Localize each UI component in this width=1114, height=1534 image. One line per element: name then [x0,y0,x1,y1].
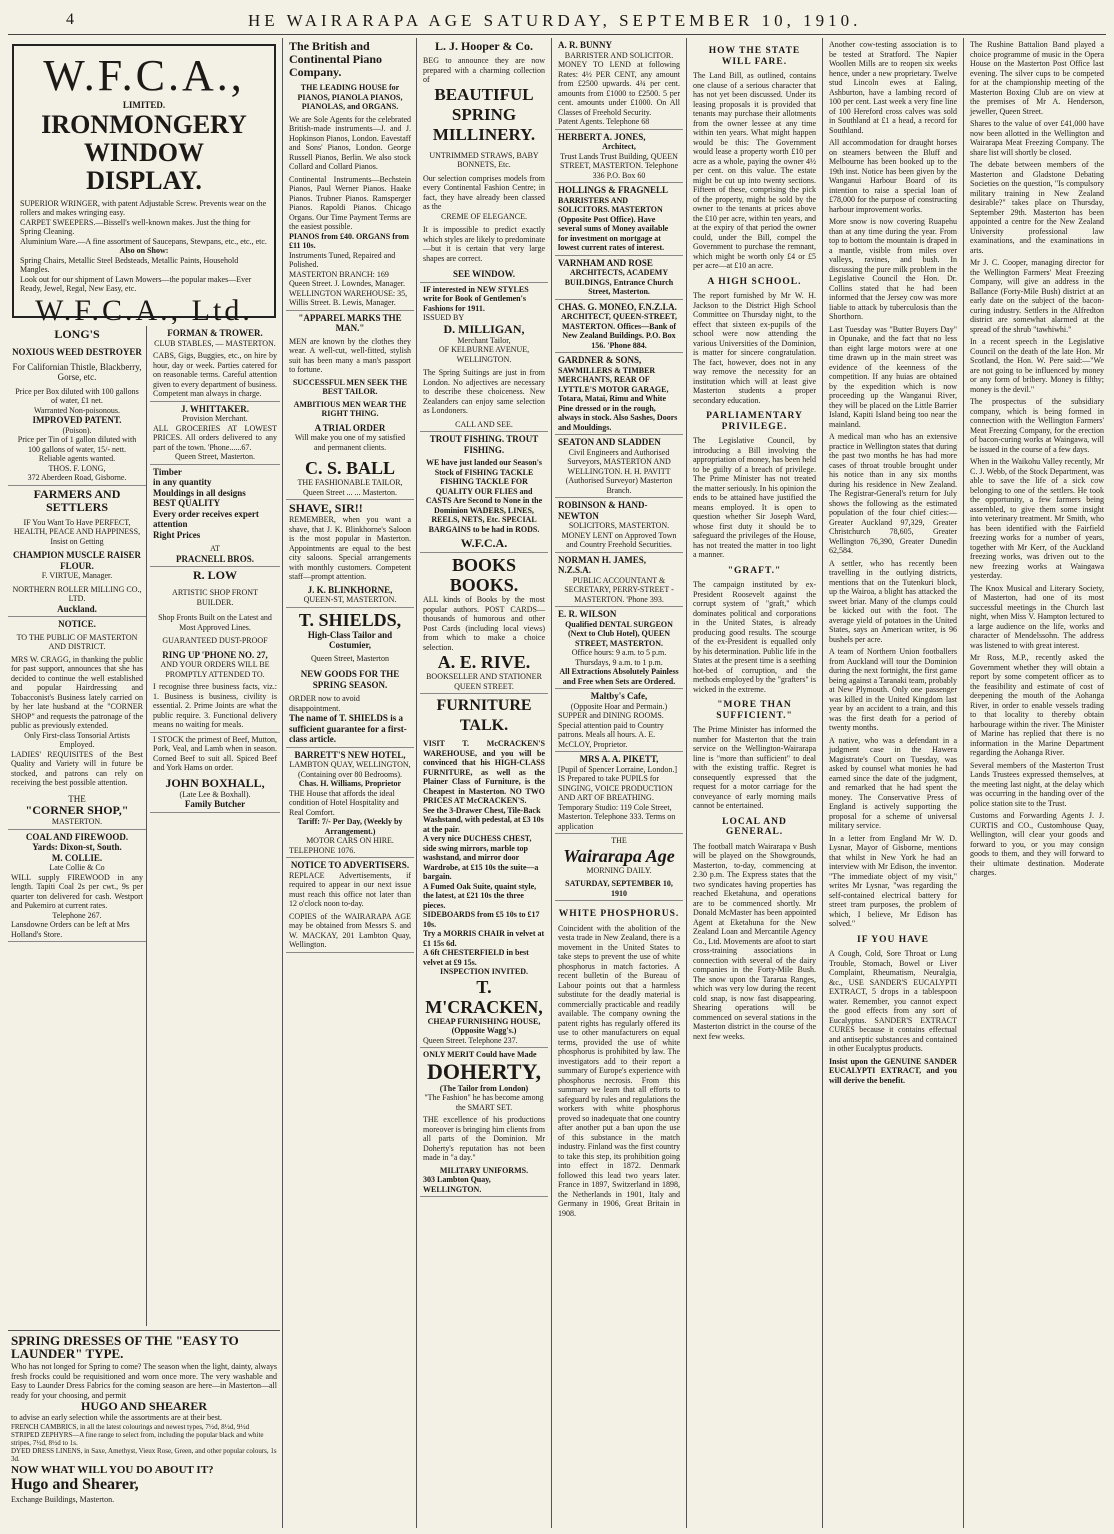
furn-item: Try a MORRIS CHAIR in velvet at £1 15s 6d. [423,929,545,948]
notice-to: TO THE PUBLIC OF MASTERTON AND DISTRICT. [16,632,138,651]
timber-line: Every order receives expert attention [153,508,259,529]
seaton-ad [555,435,683,498]
column-3 [286,38,414,1528]
notice-adv [286,858,414,953]
timber-at: AT [210,544,220,553]
farmers-ad [8,486,146,618]
news-items-7 [826,38,960,1090]
apparel-text: MEN are known by the clothes they wear. A well-cut, well-fitted, stylish suit has been many a man's passport to fortune. [289,336,411,374]
longs-price2: Price per Tin of 1 gallon diluted with 100 gallons of water, 15/- nett. [17,435,137,454]
longs-addr: 372 Aberdeen Road, Gisborne. [27,473,127,482]
cough-text: A Cough, Cold, Sore Throat or Lung Trouble, Stomach, Bowel or Liver Complaint, Rheumatism, Neuralgia, &c., USE SANDER'S EUCALYPTI EXTRACT, 5 drops in a tablespoon water. Remember, you cannot expect the good effects from any sort of Eucalyptus. SANDER'S EXTRACT CURES because it contains effectual and antiseptic substances and contained in other Eucalyptus products. [829,949,957,1053]
furn-item: A Fumed Oak Suite, quaint style, the latest, at £21 10s the three pieces. [423,881,537,910]
hooper-text: BEG to announce they are now prepared with a charming collection of [423,56,545,84]
column-rule [282,38,283,1528]
farmers-text: IF You Want To Have PERFECT, HEALTH, PEACE AND HAPPINESS, Insist on Getting [13,517,141,546]
milligan-name: D. MILLIGAN, [443,321,525,336]
robinson-name: ROBINSON & HAND-NEWTON [558,500,648,521]
page-number: 4 [66,11,74,28]
news-paragraph: A medical man who has an extensive practice in Wellington states that during the past two months he has had more cases of throat trouble brought under his notice than in any six months during his residence in New Zealand. The Registrar-General's return for July shows the following as the estimated population of the four chief cities:—Greater Auckland 97,329, Greater Christchurch 78,605, Greater Wellington 76,390, Greater Dunedin 62,584. [829,432,957,555]
low-text1: Shop Fronts Built on the Latest and Most Approved Lines. [158,613,272,632]
piano-title: The British and Continental Piano Company. [289,39,383,79]
farmers-flour: CHAMPION MUSCLE RAISER FLOUR. [12,550,141,571]
priv-text: The Legislative Council, by introducing a Bill involving the appropriation of money, has been held to be guilty of a breach of privilege. The Prime Minister has not treated the matter seriously. In his opinion the ends to be attained have justified the means employed. It is open to question whether Sir Joseph Ward, whose first duty it should be to safeguard the privileges of the House, has not treated the matter in too light a manner. [693,436,816,559]
pikett-text: [Pupil of Spencer Lorraine, London.] IS Prepared to take PUPILS for SINGING, VOICE PRODUCTION AND ART OF BREATHING. Temporary Studio: 119 Cole Street, Masterton. Telephone 333. Terms on application [558,764,678,831]
barrett-tariff: Tariff: 7/- Per Day, (Weekly by Arrangement.) [297,817,403,836]
doherty-addr: 303 Lambton Quay, WELLINGTON. [423,1175,491,1194]
news-paragraph: The prospectus of the subsidiary company, which is being formed in connection with the Wellington Farmers' Meat Freezing Company, for the erection of bacon-curing works at Waingawa, will be issued in the course of a few days. [970,397,1104,454]
boxhall-text: I STOCK the primest of Beef, Mutton, Pork, Veal, and Lamb when in season. Corned Beef to suit all. Spiced Beef and York Hams on order. [153,734,277,772]
gardner-name: GARDNER & SONS, [558,355,642,365]
whittaker-sub: Provision Merchant. [182,414,248,423]
moneo-text: ARCHITECT, QUEEN-STREET, MASTERTON. Offices—Bank of New Zealand Buildings. P.O. Box 156. 'Phone 884. [561,312,677,350]
column-6 [690,38,819,1528]
hooper-text2: It is impossible to predict exactly which styles are likely to predominate—but it is certain that very large shapes are correct. [423,225,545,263]
notice-ladies: LADIES' REQUISITES of the Best Quality and Variety will in future be stocked, and patrons can rely on receiving the best possible attention. [11,749,143,787]
farmers-mgr: F. VIRTUE, Manager. [41,571,113,580]
age-daily: MORNING DAILY. [586,865,652,875]
doherty-merit: ONLY MERIT Could have Made [423,1050,537,1059]
notice-title: NOTICE. [58,619,96,629]
whittaker-ad [150,402,280,465]
doherty-ad [420,1048,548,1197]
maltby-title: Maltby's Cafe, [590,691,648,701]
books-title: BOOKS BOOKS. [449,555,519,595]
timber-name: PRACNELL BROS. [175,553,255,564]
milligan-issued: ISSUED BY [423,313,465,322]
page-header [8,4,1106,35]
furn-text: VISIT T. McCRACKEN'S WAREHOUSE, and you will be convinced that his HIGH-CLASS FURNITURE, as well as the Plainer Class of Furniture, is the Cheapest in Masterton. NO TWO PRICES AT McCRACKEN'S. [423,739,545,805]
shields-sub: High-Class Tailor and Costumier, [307,629,393,650]
james-ad [555,553,683,608]
spring-ad [8,1330,280,1529]
suff-text: The Prime Minister has informed the number for Masterton that the train service on the Wellington-Wairarapa line is "more than sufficient" to deal with the existing traffic. Regret is consequently expressed that the request for a motor carriage for the conveyance of early morning mails cannot be entertained. [693,725,816,810]
doherty-name: DOHERTY, [427,1058,541,1084]
piano-price: PIANOS from £40. ORGANS from £11 10s. [289,231,409,250]
furn-title: FURNITURE TALK. [436,697,532,734]
rive-sub: BOOKSELLER AND STATIONER QUEEN STREET. [426,672,542,691]
milligan-call: CALL AND SEE. [455,419,513,429]
coal-ad [8,830,146,943]
cough-insist: Insist upon the GENUINE SANDER EUCALYPTI EXTRACT, and you will derive the benefit. [829,1056,957,1085]
wfca-line: CARPET SWEEPERS.—Bissell's well-known makes. Just the thing for Spring Cleaning. [20,217,251,236]
forman-sub: CLUB STABLES, — MASTERTON. [154,338,276,348]
local-title: LOCAL AND GENERAL. [722,816,787,837]
low-text3: AND YOUR ORDERS WILL BE PROMPTLY ATTENDED TO. [160,660,270,679]
mccracken-addr: Queen Street. Telephone 237. [423,1035,518,1045]
wfca-display1: IRONMONGERY WINDOW [41,109,247,167]
longs-text: For Californian Thistle, Blackberry, Gorse, etc. [12,361,142,382]
farmers-mill: NORTHERN ROLLER MILLING CO., LTD. [12,584,142,603]
moneo-ad [555,300,683,354]
whittaker-text: ALL GROCERIES AT LOWEST PRICES. All orders delivered to any part of the town. 'Phone......67. [153,423,277,452]
shields-title: T. SHIELDS, [298,609,402,630]
column-5 [555,38,683,1528]
low-sub: ARTISTIC SHOP FRONT BUILDER. [172,588,258,607]
column-rule [822,38,823,1528]
longs-price: Price per Box diluted with 100 gallons of water, £1 net. [15,386,139,405]
column-4 [420,38,548,1528]
news-paragraph: When in the Waikohu Valley recently, Mr C. J. Webb, of the Stock Department, was able to save the life of a sick cow belonging to one of the settlers. He took the opportunity, a few farmers being assembled, to give them some insight into veterinary treatment. Mr Smith, who has been identified with the Fairfield freezing works for a number of years, together with Mr Kerr, of the Auckland freezing works, was driven out to the new freezing works at Waingawa yesterday. [970,457,1104,580]
boxhall-sub: Family Butcher [184,799,246,809]
wfca-line: Aluminium Ware.—A fine assortment of Saucepans, Stewpans, etc., etc., etc. [20,236,267,246]
doherty-text: "The Fashion" he has become among the SMART SET. [424,1093,544,1112]
spring-item: DYED DRESS LINENS, in Saxe, Amethyst, Vieux Rose, Green, and other popular colours, 1s 3d. [11,1446,277,1463]
shave-text: REMEMBER, when you want a shave, that J. K. Blinkhorne's Saloon is the most popular in Masterton. Appointments are equal to the best city saloons. Special arrangements with monthly customers. Competent staff—prompt attention. [289,515,411,581]
fishing-name: W.F.C.A. [460,536,508,550]
local-text: The football match Wairarapa v Bush will be played on the Showgrounds, Masterton, to-day, commencing at 2.30 p.m. The Express states that the two syndicates having properties has reached Eketahuna, and operations are to be commenced shortly. Mr Donald McMaster has been appointed Agent at Eketahuna for the New Zealand Loan and Mercantile Agency Co., Ltd. Movements are afoot to start cross-training associations in connection with several of the dairy companies in the Forty-Mile Bush. The snow upon the Tararua Ranges, which was very low during the recent cold snap, is now fast disappearing. Shearing operations will be commenced on several stations in the Masterton district in the course of the next few weeks. [693,841,816,1041]
barrett-text: THE House that affords the ideal condition of Hotel Hospitality and Real Comfort. [289,788,399,817]
fishing-title: TROUT FISHING. TROUT FISHING. [429,434,539,455]
ball-addr: Queen Street ... ... Masterton. [303,487,397,497]
boxhall-name: JOHN BOXHALL, [165,775,265,790]
wfca-footer: W.F.C.A., Ltd. [35,293,253,324]
spring-item: STRIPED ZEPHYRS—A fine range to select from, including the popular black and white stripes, 7½d, 8½d to 1s. [11,1430,264,1447]
news-paragraph: Another cow-testing association is to be tested at Stratford. The Napier Woollen Mills are to reopen six weeks hence, under a new proprietary. Twelve stud Lincoln ewes at Ealing, Ashburton, have a lambing record of 100 per cent. Last week a very fine line of 100 Hereford cross calves was sold in Southland at £1 a head, a record for Southland. [829,40,957,135]
suff-title: "MORE THAN SUFFICIENT." [716,700,793,721]
low-title: R. LOW [192,568,237,582]
apparel-ad [286,311,414,501]
news-paragraph: In a recent speech in the Legislative Council on the death of the late Hon. Mr Scotland, the Hon. W. Pere said:—"We are not going to be influenced by money or any form of bribery. Money is filthy; money is the devil." [970,337,1104,394]
barrett-prop: Chas. H. Williams, Proprietor [298,779,402,788]
furn-item: INSPECTION INVITED. [439,967,529,976]
barrett-title: BARRETT'S NEW HOTEL, [294,749,406,760]
mccracken-name: T. M'CRACKEN, [425,976,543,1017]
high-text: The report furnished by Mr W. H. Jackson to the District High School Committee on Thursday night, to the effect that sixteen ex-pupils of the school were now attending the various Universities of the Dominion, is matter for sincere congratulation. The fact, however, does not in any way remove the necessity for an institution which will at least give Masterton students a proper secondary education. [693,291,816,405]
hooper-see: SEE WINDOW. [452,269,516,279]
milligan-sub: Merchant Tailor, [457,335,511,345]
wilson-hours: Office hours: 9 a.m. to 5 p.m. Thursdays, 9 a.m. to 1 p.m. [571,648,667,667]
wfca-line: Look out for our shipment of Lawn Mowers—the popular makes—Ever Ready, Jewel, Regal, New Easy, etc. [20,274,252,293]
shields-text: ORDER now to avoid disappointment. [289,694,360,713]
doherty-sub: (The Tailor from London) [439,1083,529,1093]
robinson-text: SOLICITORS, MASTERTON. MONEY LENT on Approved Town and Country Freehold Securities. [561,521,677,549]
boxhall-ad [150,733,280,813]
doherty-mil: MILITARY UNIFORMS. [439,1165,529,1175]
news-paragraph: In a letter from England Mr W. D. Lysnar, Mayor of Gisborne, mentions that whilst in New York he had an interview with Mr Edison, the inventor. "The immediate object of my visit," writes Mr Lysnar, "was regarding the self-contained electrical battery for street tram purposes, the problem of which, I believe, Mr Edison has solved." [829,833,957,928]
boxhall-late: (Late Lee & Boxhall). [179,789,251,799]
news-items-8 [967,38,1107,883]
apparel-title: "APPAREL MARKS THE MAN." [298,312,402,333]
coal-yards: Yards: Dixon-st, South. [32,842,122,852]
shave-ad [286,500,414,608]
graft-title: "GRAFT." [727,565,782,576]
notice-text: MRS W. CRAGG, in thanking the public for past support, announces that she has decided to continue the well established and popular Hairdressing and Tobacconist's Business lately carried on by her late husband at the "CORNER SHOP" and requests the patronage of the public as previously extended. [11,654,143,730]
forman-title: FORMAN & TROWER. [167,328,263,338]
hooper-creme: CREME OF ELEGANCE. [441,211,527,221]
hooper-straws: UNTRIMMED STRAWS, BABY BONNETS, Etc. [429,150,539,169]
furn-item: See the 3-Drawer Chest, Tile-Back Washstand, with pedestal, at £3 10s at the pair. [423,805,544,834]
wfca-display2: DISPLAY. [86,165,202,195]
wp-article [555,901,683,1220]
state-text: The Land Bill, as outlined, contains one clause of a serious character that has not yet been discussed. Under its leasing proposals it is provided that tenants may purchase their allotments from the owner lessee at any time within ten years. What might happen would be this: The Government would lease a property worth £10 per acre as a whole, paying the owner 4½ per cent. on this value. The estate might be cut up into twenty sections. Fifteen of these, comprising the pick of the property, might be sold by the owner to the tenants at prices above the £10 per acre, within ten years, and at the expiry of that period the owner could, under the Bill, compel the Government to purchase the remnant, which might be worth only £4 or £5 per acre—at £10 an acre. [693,71,816,270]
hooper-beautiful: BEAUTIFUL SPRING MILLINERY. [432,84,536,144]
timber-line: BEST QUALITY [153,498,221,508]
barrett-motor: MOTOR CARS ON HIRE. [306,836,394,845]
pikett-ad [555,752,683,834]
wfca-box [12,44,276,324]
bunny-ad [555,38,683,130]
farmers-title: FARMERS AND SETTLERS [33,486,121,514]
bunny-name: A. R. BUNNY [558,40,612,50]
news-paragraph: The Knox Musical and Literary Society, of Masterton, had one of its most successful meetings in the Church last night, when Miss V. Hampton lectured to a large audience on the life, works and character of Mendelssohn. The address was listened to with great interest. [970,583,1104,650]
seaton-text: Civil Engineers and Authorised Surveyors, MASTERTON AND WELLINGTON. H. H. PAVITT (Authorised Surveyor) Masterton Branch. [565,447,673,495]
longs-agents: Reliable agents wanted. [38,454,116,463]
wp-title: WHITE PHOSPHORUS. [558,909,680,919]
hooper-ad [420,38,548,283]
varnham-ad [555,256,683,300]
column-rule [963,38,964,1528]
longs-improved: IMPROVED PATENT. [32,415,122,425]
bunny-text: MONEY TO LEND at following Rates: 4½ PER CENT, any amount from £2500 upwards. 4¾ per cent. amounts from £1000 to £2500. 5 per cent. amounts under £1000. On All Classes of Freehold Security. [558,60,680,117]
mccracken-sub: CHEAP FURNISHING HOUSE, (Opposite Wagg's.) [427,1016,541,1035]
wfca-line: SUPERIOR WRINGER, with patent Adjustable Screw. Prevents wear on the rollers and makes wringing easy. [20,198,267,217]
jones-sub: Architect, [602,142,636,151]
longs-name: THOS. F. LONG, [48,463,106,473]
news-paragraph: Mr J. C. Cooper, managing director for the Wellington Farmers' Meat Freezing Company, will give an address in the Ballance (Forty-Mile Bush) district at an early date on the subject of the bacon-curing industry. Settlers in the Alfredton district are somewhat alarmed at the spread of the shrub "tawhiwhi." [970,258,1104,334]
spring-sig: Hugo and Shearer, [11,1476,139,1493]
forman-text: CABS, Gigs, Buggies, etc., on hire by hour, day or week. Parties catered for on reasonable terms. Careful attention given to every department of business. Competent man always in charge. [153,351,277,398]
maltby-ad [555,689,683,752]
low-text4: I recognise three business facts, viz.: 1. Business is business, civility is essential. 2. Prime Joints are what the public require. 3. Functional delivery means no waiting for meals. [153,682,277,729]
column-rule [686,38,687,1528]
james-text: PUBLIC ACCOUNTANT & SECRETARY, PERRY-STREET - MASTERTON. 'Phone 393. [564,575,674,604]
barrett-addr: LAMBTON QUAY, WELLINGTON, [289,760,411,769]
bunny-patent: Patent Agents. Telephone 68 [558,117,650,126]
spring-text2: to advise an early selection while the assortments are at their best. [11,1413,223,1422]
ball-title: C. S. BALL [304,458,396,478]
column-rule [551,38,552,1528]
low-phone: RING UP 'PHONE NO. 27, [162,649,268,660]
column-2 [150,326,280,1326]
jones-name: HERBERT A. JONES, [558,131,646,142]
column-8 [967,38,1107,1528]
low-ad [150,567,280,733]
news-paragraph: Mr Ross, M.P., recently asked the Government whether they will obtain a report by some competent officer as to the feasibility and estimate of cost of deepening the mouth of the Aohanga River, in order to enable vessels trading to that locality to thereby obtain harbourage within the river. The Minister of Marine has replied that there is no information in the Marine Department regarding the Aohanga River. [970,653,1104,757]
news-paragraph: Shares to the value of over £41,000 have now been allotted in the Wellington and Wairarapa Meat Freezing Company. The share list will shortly be closed. [970,119,1104,157]
farmers-city: Auckland. [57,603,97,614]
spring-title: SPRING DRESSES OF THE "EASY TO LAUNDER" TYPE. [11,1333,239,1361]
timber-ad [150,465,280,568]
books-text: ALL kinds of Books by the most popular authors. POST CARDS—thousands of humorous and other Post Cards (including local views) from which to make a choice selection. [423,595,545,652]
wfca-ad [8,40,280,324]
milligan-addr: OF KELBURNE AVENUE, WELLINGTON. [438,345,530,364]
piano-text: We are Sole Agents for the celebrated British-made instruments—J. and J. Hopkinson Pianos, London. Eavestaff and Sons' Pianos, London. George Russell Pianos, Berlin. We also stock Collard and Collard Pianos. [289,114,411,171]
piano-cont: Continental Instruments—Bechstein Pianos, Paul Werner Pianos. Haake Pianos. Trubner Pianos. Ramsperger Pianos. Rapoldi Pianos. Chicago Organs. Our Time Payment Terms are the easiest possible. [289,174,411,231]
books-ad [420,553,548,694]
milligan-text: IF interested in NEW STYLES write for Book of Gentlemen's Fashions for 1911. [423,284,529,313]
james-name: NORMAN H. JAMES, N.Z.S.A. [558,554,646,575]
column-7 [826,38,960,1528]
piano-ad [286,38,414,311]
spring-item: FRENCH CAMBRICS, in all the latest colourings and newest types, 7½d, 8½d, 9½d [11,1422,250,1431]
wilson-ad [555,607,683,689]
furn-item: A 6ft CHESTERFIELD in best velvet at £9 15s. [423,948,529,967]
longs-warranted: Warranted Non-poisonous. [33,405,120,415]
fishing-ad [420,432,548,553]
wilson-name: E. R. WILSON [558,609,617,619]
robinson-ad [555,498,683,553]
spring-addr: Exchange Buildings, Masterton. [11,1495,115,1504]
wfca-name: W.F.C.A., [43,51,245,100]
copies-text: COPIES of the WAIRARAPA AGE may be obtained from Messrs S. and W. MACKAY, 201 Lambton Quay, Wellington. [289,911,411,949]
barrett-ad [286,748,414,859]
longs-sub: NOXIOUS WEED DESTROYER [12,347,142,357]
coal-name: M. COLLIE. [51,852,103,863]
longs-ad [8,326,146,486]
age-the: THE [611,836,627,845]
shields-goods: NEW GOODS FOR THE SPRING SEASON. [300,669,400,690]
cough-title: IF YOU HAVE [857,934,929,945]
coal-late: Late Collie & Co [49,863,105,872]
spring-q: NOW WHAT WILL YOU DO ABOUT IT? [11,1463,214,1476]
news-paragraph: Several members of the Masterton Trust Lands Trustees expressed themselves, at the meeting last night, at the delay which was occurring in the handing over of the police station site to the Trust. [970,760,1104,808]
coal-title: COAL AND FIREWOOD. [25,831,129,842]
furn-item: SIDEBOARDS from £5 10s to £17 10s. [423,910,540,929]
piano-leading: THE LEADING HOUSE for PIANOS, PIANOLA PIANOS, PIANOLAS, and ORGANS. [297,83,403,111]
graft-text: The campaign instituted by ex-President Roosevelt against the corrupt system of "graft," which dominates political and corporations in the United States, is already producing good results. The scourge of the ex-President is equalled only by his determination. Public life in the States at the present time is a seething hot-bed of corruption, and the methods employed by the "grafters" is wicked in the extreme. [693,580,816,694]
low-text2: GUARANTEED DUST-PROOF [162,636,268,645]
age-date: SATURDAY, SEPTEMBER 10, 1910 [565,879,673,898]
piano-branch: MASTERTON BRANCH: 169 Queen Street. J. Lowndes, Manager. WELLINGTON WAREHOUSE: 35, Willis Street. B. Lewis, Manager. [289,269,408,307]
fishing-text: WE have just landed our Season's Stock of FISHING TACKLE FISHING TACKLE FOR QUALITY OUR FLIES and CASTS Are Second to None in the Dominion WADERS, LINES, REELS, NETS, Etc. SPECIAL BARGAINS to be had in RODS. [425,458,543,534]
column-rule [146,326,147,1326]
customs-text: Customs and Forwarding Agents J. J. CURTIS and CO., Customhouse Quay, Wellington, will clear your goods and forward to you, or you may consign goods to them, and they will forward to their ultimate destination. Moderate charges. [970,811,1104,877]
rive-name: A. E. RIVE. [437,652,531,672]
corner-town: MASTERTON. [51,817,103,826]
news-paragraph: The debate between members of the Masterton and Gladstone Debating Societies on the question, "Is compulsory military training in New Zealand desirable?" takes place on Thursday, September 29th. Masterton has been appointed a centre for the New Zealand University professional law examinations, and the examinations in arts. [970,160,1104,255]
priv-title: PARLIAMENTARY PRIVILEGE. [706,411,803,432]
bunny-sub: BARRISTER AND SOLICITOR. [564,50,674,60]
hooper-sel: Our selection comprises models from every Continental Fashion Centre; in fact, they have already been classed as the [423,173,545,211]
varnham-name: VARNHAM AND ROSE [558,257,653,268]
coal-phone: Telephone 267. [52,910,102,920]
high-title: A HIGH SCHOOL. [707,276,802,287]
timber-line: Right Prices [153,529,201,540]
jones-ad [555,130,683,184]
apparel-trial: A TRIAL ORDER [314,422,386,433]
doherty-body: THE excellence of his productions moreover is bringing him clients from all parts of the Dominion. Mr Doherty's reputation has not been made in "a day." [423,1115,545,1162]
milligan-ad [420,283,548,433]
moneo-name: CHAS. G. MONEO, F.N.Z.I.A. [558,301,677,312]
shave-title: SHAVE, SIR!! [289,501,363,515]
shields-ad [286,608,414,748]
apparel-trial-text: Will make you one of my satisfied and permanent clients. [294,433,406,452]
state-title: HOW THE STATE WILL FARE. [708,46,801,67]
shave-name: J. K. BLINKHORNE, [307,584,393,595]
hollings-ad [555,183,683,256]
wfca-line: Spring Chairs, Metallic Steel Bedsteads, Metallic Paints, Household Mangles. [20,255,239,274]
hollings-text: BARRISTERS AND SOLICITORS. MASTERTON (Opposite Post Office). Have several sums of Money available for investment on mortgage at lowest current rates of interest. [558,195,669,252]
gardner-text: SAWMILLERS & TIMBER MERCHANTS, REAR OF LYTTLE'S MOTOR GARAGE, Totara, Matai, Rimu and White Pine dressed or in the rough, always in stock. Also Sashes, Doors and Mouldings. [558,365,678,432]
news-paragraph: A native, who was a defendant in a judgment case in the Hawera Magistrate's Court on Tuesday, was asked by counsel what monies he had earned since the date of the judgment, and remarked that he had spent the money. The Conservative Press of England is actively supporting the proposal for a scheme of universal military service. [829,735,957,830]
coal-lansdowne: Lansdowne Orders can be left at Mrs Holland's Store. [11,920,130,939]
spring-name: HUGO AND SHEARER [80,1399,208,1413]
news-paragraph: All accommodation for draught horses on steamers between the Bluff and Melbourne has been booked up to the 19th inst. Notice has been given by the Wanganui Harbour Board of its intention to raise a special loan of £78,000 for the purpose of constructing harbour improvement works. [829,138,957,214]
state-article [690,38,819,1043]
wilson-extra: All Extractions Absolutely Painless and Free when Sets are Ordered. [559,667,679,686]
wilson-sub: Qualified DENTAL SURGEON (Next to Club Hotel), QUEEN STREET, MASTERTON. [565,619,673,648]
barrett-sub: (Containing over 80 Bedrooms). [298,769,402,779]
hollings-name: HOLLINGS & FRAGNELL [558,185,669,195]
seaton-name: SEATON AND SLADDEN [558,437,661,447]
timber-line: in any quantity [153,477,212,487]
hooper-title: L. J. Hooper & Co. [434,39,534,53]
news-paragraph: The Rushine Battalion Band played a choice programme of music in the Opera House on the Masterton Post Office last evening. The silver cups to be competed for at the championship meeting of the Masterton Boxing Club are on view at the premises of Mr A. Henderson, jeweller, Queen Street. [970,40,1104,116]
timber-line: Timber [153,466,182,477]
age-title: Wairarapa Age [563,845,675,866]
coal-text: WILL supply FIREWOOD in any length. Tapiti Coal 2s per cwt., 9s per quarter ton delivered for cash. Westport and Pukemiro at current rates. [11,872,143,910]
timber-line: Mouldings in all designs [153,487,246,498]
whittaker-addr: Queen Street, Masterton. [175,452,255,461]
milligan-text2: The Spring Suitings are just in from London. No adjectives are necessary to describe these choiceness. New Zealanders can enjoy same selection as Londoners. [423,368,545,415]
notice-artists: Only First-class Tonsorial Artists Employed. [24,730,130,749]
notice-ad [8,617,146,830]
corner-shop: "CORNER SHOP," [25,803,129,817]
masthead: HE WAIRARAPA AGE SATURDAY, SEPTEMBER 10, 1910. [248,11,862,30]
gardner-ad [555,353,683,435]
corner-the: THE [68,793,86,804]
wp-text: Coincident with the abolition of the vesta trade in New Zealand, there is a movement in the United States to take steps to prevent the use of white phosphorus in match factories. A recent bulletin of the Bureau of Labour points out that a harmless substitute for the deadly material is commercially practicable and readily available. The company owning the patent rights has regularly offered its use to other manufacturers on equal terms, provided the use of white phosphorus is prohibited by law. The investigators add to their report a summary of Europe's experience with phosphorus necrosis. From this summary we learn that all efforts to safeguard by rules and regulations the workers with white phosphorus proved so inadequate that one country after another put a ban upon the use of this substance in the match industry. Finland was the first country to take this step, its prohibition going into effect in 1872. Denmark followed this lead two years later. France in 1897, Switzerland in 1898, the Netherlands in 1901, Italy and Germany in 1906, Great Britain in 1908. [558,923,680,1218]
furniture-ad [420,694,548,1048]
forman-ad [150,326,280,402]
wfca-limited: LIMITED. [122,100,166,110]
news-paragraph: Last Tuesday was "Butter Buyers Day" in Opunake, and the fact that no less than eight large motors were at one time drawn up in the main street was evidence of the keenness of the competition. If any huias are obtained by the expedition which is now proceeding up the Wanganui River, they will be placed on the Little Barrier Island, Kapiti Island being too near the mainland. [829,324,957,429]
shields-addr: Queen Street, Masterton [311,653,389,663]
ball-sub: THE FASHIONABLE TAILOR, [297,478,403,487]
shields-name: The name of T. SHIELDS is a sufficient guarantee for a first-class article. [289,713,407,744]
longs-poison: (Poison). [62,425,92,435]
notice-adv-text: REPLACE Advertisements, if required to appear in our next issue must reach this office not later than 12 o'clock noon to-day. [289,870,411,908]
news-paragraph: More snow is now covering Ruapehu than at any time during the year. From top to bottom the mountain is draped in a mantle, visible from miles over valleys, ravines, and bush. In discussing the pure milk problem in the Legislative Council the Hon. Dr. Collins stated that he had been informed that the Jersey cow was more liable to attack by tuberculosis than the Shorthorn. [829,217,957,321]
furn-item: A very nice DUCHESS CHEST, side swing mirrors, marble top washstand, and mirror door Wardrobe, at £15 10s the suite—a bargain. [423,834,539,881]
apparel-sub1: SUCCESSFUL MEN SEEK THE BEST TAILOR. [292,377,408,396]
longs-title: LONG'S [54,327,100,341]
news-paragraph: A team of Northern Union footballers from Auckland will tour the Dominion during the next fortnight, the first game being against a Taranaki team, probably at New Plymouth. Only one passenger was killed in the United Kingdom last year by an accident to a train, and this was the first death for a period of twenty months. [829,647,957,732]
barrett-tel: TELEPHONE 1076. [289,845,356,855]
apparel-sub2: AMBITIOUS MEN WEAR THE RIGHT THING. [293,399,407,418]
spring-text: Who has not longed for Spring to come? The season when the light, dainty, always fresh frocks could be requisitioned and worn once more. The very washable and Easy to Launder Dress Fabrics for the coming season are here—in Masterton—all ready for your choosing, and permit [11,1362,277,1400]
notice-adv-title: NOTICE TO ADVERTISERS. [290,860,410,870]
maltby-text: SUPPER and DINING ROOMS. Special attention paid to Country patrons. Meals all hours. A. E. McCLOY, Proprietor. [558,711,664,749]
jones-text: Trust Lands Trust Building, QUEEN STREET, MASTERTON. Telephone 336 P.O. Box 60 [559,151,679,180]
whittaker-title: J. WHITTAKER. [181,403,249,414]
maltby-sub: (Opposite Hoar and Permain.) [570,701,668,711]
news-paragraph: A settler, who has recently been travelling in the outlying districts, mentions that on the Tutenkuri block, up the Wairoa, a blight has attacked the sweet briar. Many of the clumps could be kicked out with the foot. The average yield of potatoes in the United States, says an American writer, is 96 bushels per acre. [829,558,957,644]
age-masthead [555,834,683,901]
pikett-title: MRS A. A. PIKETT, [579,754,659,764]
wfca-line: Also on Show: [119,246,169,255]
varnham-text: ARCHITECTS, ACADEMY BUILDINGS, Entrance Church Street, Masterton. [564,268,674,296]
shave-addr: QUEEN-ST, MASTERTON. [303,595,397,604]
column-rule [416,38,417,1528]
piano-tuned: Instruments Tuned, Repaired and Polished. [289,250,396,269]
